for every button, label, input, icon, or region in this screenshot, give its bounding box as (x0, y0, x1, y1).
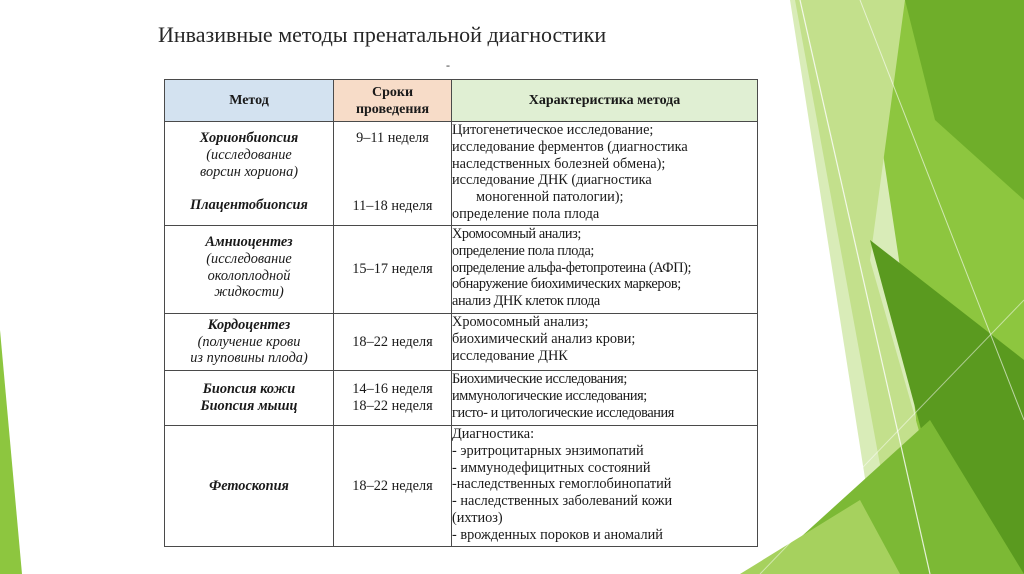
method-sub: (исследование (206, 146, 292, 163)
char-line: - наследственных заболеваний кожи (452, 493, 673, 510)
char-line: исследование ферментов (диагностика (452, 138, 688, 155)
cell-term (334, 371, 452, 426)
char-line: -наследственных гемоглобинопатий (452, 476, 672, 493)
char-line: обнаружение биохимических маркеров; (452, 276, 681, 293)
table-row (165, 371, 758, 426)
table-row (165, 314, 758, 371)
method-sub: (получение крови (197, 333, 301, 350)
term-value-2: 18–22 неделя (352, 398, 433, 414)
char-line: Биохимические исследования; (452, 371, 627, 387)
cell-characteristic (452, 426, 758, 547)
left-green-strip (0, 330, 22, 574)
table-header-row (165, 80, 758, 122)
char-line: определение альфа-фетопротеина (АФП); (452, 259, 692, 276)
cell-method (165, 226, 334, 314)
char-line: - врожденных пороков и аномалий (452, 526, 663, 543)
term-value-2: 11–18 неделя (352, 197, 433, 214)
cell-term (334, 226, 452, 314)
method-title-2: Биопсия мышц (200, 398, 298, 414)
char-line: анализ ДНК клеток плода (452, 293, 600, 310)
header-method: Метод (165, 80, 334, 122)
char-line: Диагностика: (452, 426, 535, 442)
cell-method (165, 314, 334, 371)
term-value: 14–16 неделя (352, 381, 433, 398)
table-row (165, 226, 758, 314)
char-line: гисто- и цитологические исследования (452, 404, 674, 421)
char-line: исследование ДНК (диагностика (452, 172, 652, 189)
cell-characteristic (452, 122, 758, 226)
method-title-2: Плацентобиопсия (190, 197, 308, 214)
cell-characteristic (452, 314, 758, 371)
method-title: Хорионбиопсия (199, 130, 299, 146)
method-sub: из пуповины плода) (190, 350, 308, 367)
char-line: биохимический анализ крови; (452, 330, 636, 347)
char-line: исследование ДНК (452, 347, 568, 364)
char-line: - иммунодефицитных состояний (452, 459, 651, 476)
char-line: моногенной патологии); (476, 189, 624, 206)
char-line: определение пола плода (452, 205, 600, 222)
header-term-line-2: проведения (355, 101, 430, 117)
title-dot: - (446, 58, 450, 72)
method-sub: жидкости) (214, 284, 284, 301)
header-term (334, 80, 452, 122)
term-value: 9–11 неделя (356, 130, 429, 146)
char-line: (ихтиоз) (452, 509, 503, 526)
char-line: Хромосомный анализ; (452, 226, 581, 242)
slide-title: Инвазивные методы пренатальной диагностики (158, 22, 607, 47)
method-title: Фетоскопия (209, 477, 289, 494)
methods-table (164, 79, 758, 547)
header-term-line-1: Сроки (371, 84, 414, 100)
table-row (165, 122, 758, 226)
method-title: Амниоцентез (205, 234, 293, 250)
method-title: Кордоцентез (207, 316, 291, 333)
char-line: иммунологические исследования; (452, 387, 647, 404)
cell-term (334, 314, 452, 371)
char-line: определение пола плода; (452, 242, 595, 259)
term-value: 18–22 неделя (352, 477, 433, 494)
method-sub: ворсин хориона) (199, 163, 299, 180)
term-value: 15–17 неделя (352, 261, 433, 278)
term-value: 18–22 неделя (352, 333, 433, 350)
method-title: Биопсия кожи (202, 381, 296, 398)
table-row (165, 426, 758, 547)
method-sub: (исследование (206, 250, 292, 267)
char-line: - эритроцитарных энзимопатий (452, 442, 644, 459)
char-line: Цитогенетическое исследование; (452, 122, 654, 138)
char-line: Хромосомный анализ; (452, 314, 589, 330)
header-characteristic: Характеристика метода (452, 80, 758, 122)
cell-method (165, 122, 334, 226)
char-line: наследственных болезней обмена); (452, 155, 666, 172)
method-sub: околоплодной (207, 267, 291, 284)
cell-characteristic (452, 371, 758, 426)
cell-term (334, 426, 452, 547)
cell-term (334, 122, 452, 226)
cell-method (165, 426, 334, 547)
cell-method (165, 371, 334, 426)
cell-characteristic (452, 226, 758, 314)
